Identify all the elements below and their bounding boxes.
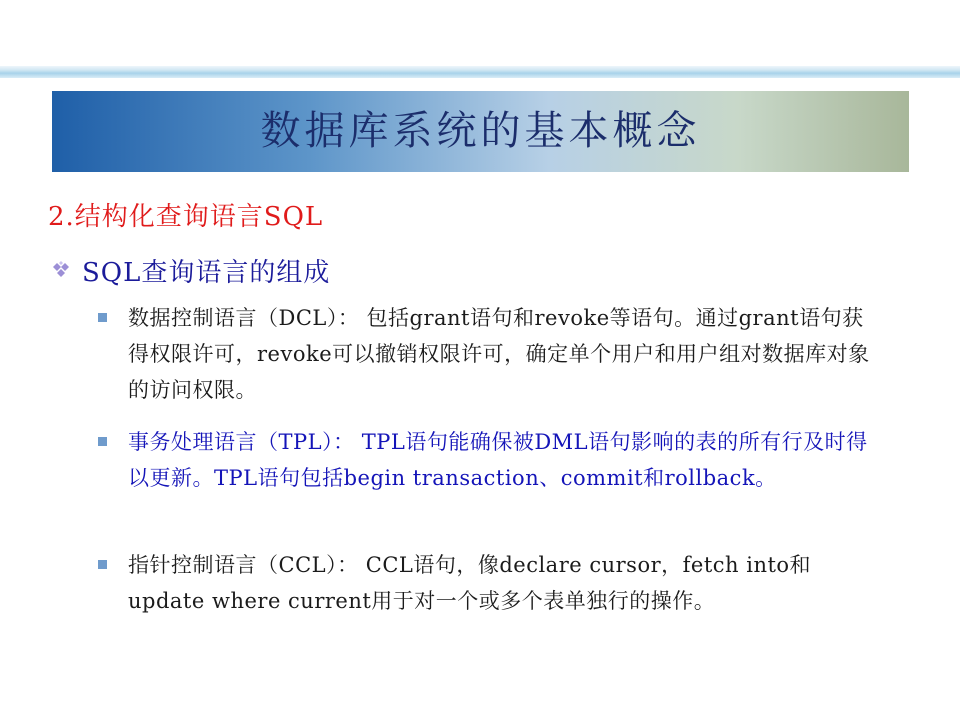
bullet-text: 数据控制语言（DCL）： 包括grant语句和revoke等语句。通过grant语句获得权限许可，revoke可以撤销权限许可，确定单个用户和用户组对数据库对象的访问权限。	[128, 306, 870, 402]
bullet-ccl	[98, 547, 878, 619]
bullet-tpl	[98, 424, 878, 496]
subheading-label: SQL查询语言的组成	[82, 258, 331, 288]
square-bullet-icon	[98, 560, 107, 569]
slide-title: 数据库系统的基本概念	[260, 108, 701, 154]
subheading	[50, 252, 330, 289]
bullet-dcl	[98, 300, 878, 408]
bullet-text: 指针控制语言（CCL）： CCL语句，像declare cursor，fetch into和update where current用于对一个或多个表单独行的操作。	[128, 553, 812, 613]
section-heading: 2.结构化查询语言SQL	[48, 202, 324, 232]
bullet-text: 事务处理语言（TPL）： TPL语句能确保被DML语句影响的表的所有行及时得以更新。TPL语句包括begin transaction、commit和rollback。	[128, 430, 868, 490]
square-bullet-icon	[98, 313, 107, 322]
square-bullet-icon	[98, 437, 107, 446]
diamond-bullet-icon	[50, 261, 76, 281]
